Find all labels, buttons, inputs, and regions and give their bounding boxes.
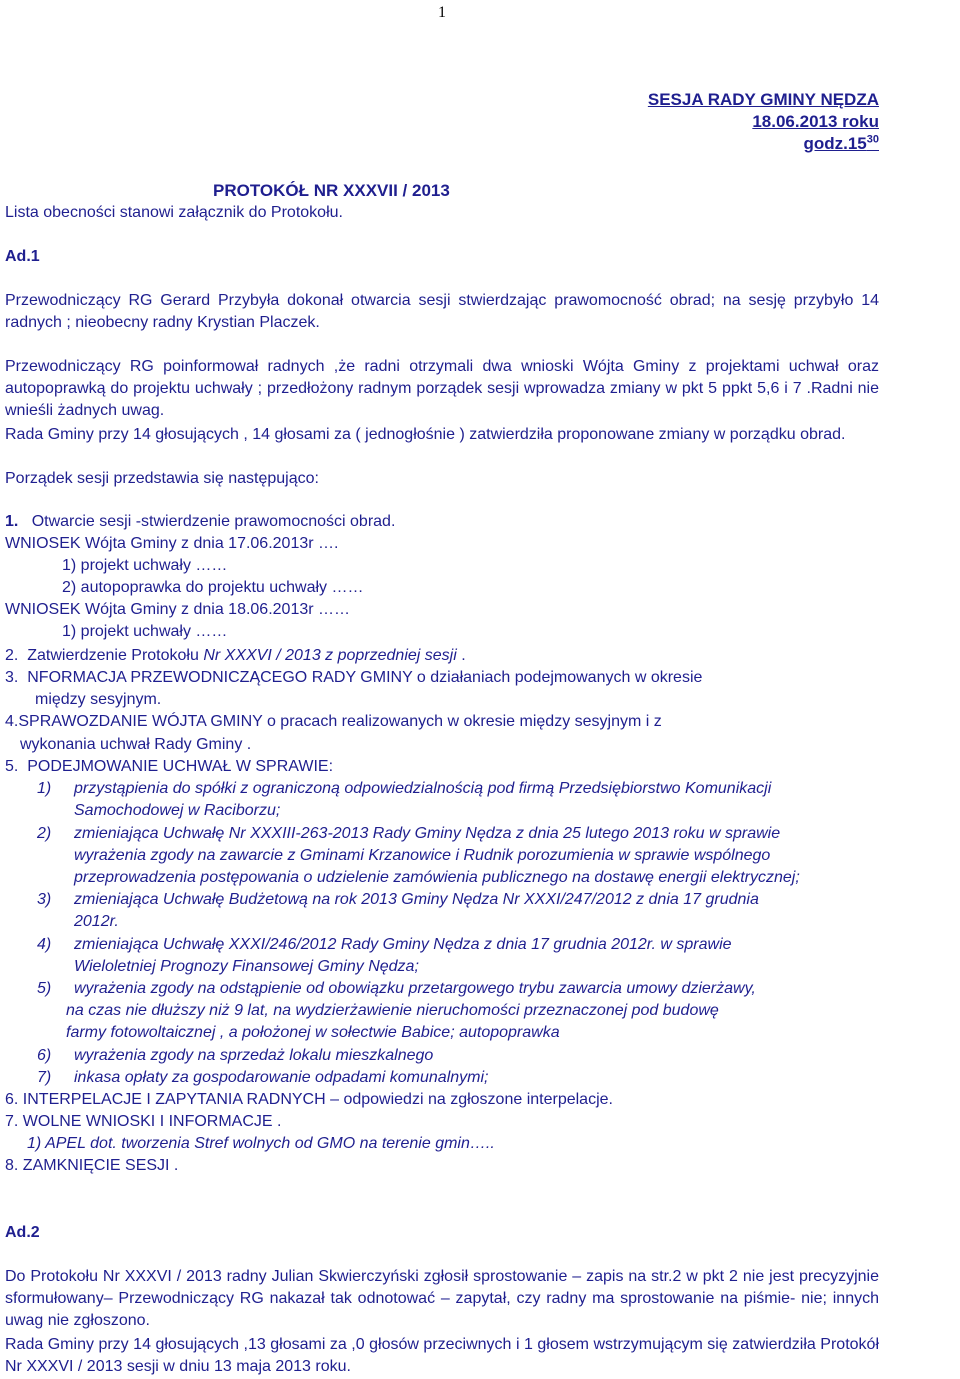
agenda-item-2: 2. Zatwierdzenie Protokołu Nr XXXVI / 2013 z poprzedniej sesji . (5, 647, 466, 664)
subitem-5-line3: farmy fotowoltaicznej , a położonej w sołectwie Babice; autopoprawka (66, 1024, 560, 1041)
attendance-note: Lista obecności stanowi załącznik do Protokołu. (5, 204, 343, 221)
agenda-item-7: 7. WOLNE WNIOSKI I INFORMACJE . (5, 1113, 282, 1130)
ad2-heading: Ad.2 (5, 1224, 40, 1241)
subitem-3-line1: zmieniająca Uchwałę Budżetową na rok 2013 Gminy Nędza Nr XXXI/247/2012 z dnia 17 grudnia (74, 891, 759, 908)
motion-1-draft: 1) projekt uchwały …… (62, 557, 228, 574)
subitem-4-line2: Wieloletniej Prognozy Finansowej Gminy Nędza; (74, 958, 419, 975)
subitem-1-num: 1) (37, 780, 52, 797)
agenda-item-6: 6. INTERPELACJE I ZAPYTANIA RADNYCH – odpowiedzi na zgłoszone interpelacje. (5, 1091, 613, 1108)
subitem-1-line1: przystąpienia do spółki z ograniczoną odpowiedzialnością pod firmą Przedsiębiorstwo Komunikacji (74, 780, 772, 797)
subitem-4-num: 4) (37, 936, 52, 953)
vote-paragraph: Rada Gminy przy 14 głosujących , 14 głosami za ( jednogłośnie ) zatwierdziła proponowane zmiany w porządku obrad. (5, 426, 846, 443)
opening-paragraph: Przewodniczący RG Gerard Przybyła dokonał otwarcia sesji stwierdzając prawomocność obrad; na sesję przybyło 14 radnych ; nieobecny radny Krystian Placzek. (5, 292, 879, 331)
subitem-7-line1: inkasa opłaty za gospodarowanie odpadami komunalnymi; (74, 1069, 489, 1086)
subitem-3-num: 3) (37, 891, 52, 908)
agenda-item-8: 8. ZAMKNIĘCIE SESJI . (5, 1157, 179, 1174)
protocol-title: PROTOKÓŁ NR XXXVII / 2013 (213, 181, 450, 200)
subitem-4-line1: zmieniająca Uchwałę XXXI/246/2012 Rady Gminy Nędza z dnia 17 grudnia 2012r. w sprawie (74, 936, 732, 953)
motion-1: WNIOSEK Wójta Gminy z dnia 17.06.2013r …. (5, 535, 339, 552)
ad1-heading: Ad.1 (5, 248, 40, 265)
subitem-2-line3: przeprowadzenia postępowania o udzielenie zamówienia publicznego na dostawę energii elektrycznej; (74, 869, 800, 886)
agenda-intro: Porządek sesji przedstawia się następująco: (5, 470, 319, 487)
agenda-item-1: 1. Otwarcie sesji -stwierdzenie prawomocności obrad. (5, 513, 396, 530)
motion-1-amendment: 2) autopoprawka do projektu uchwały …… (62, 579, 364, 596)
agenda-item-7-sub: 1) APEL dot. tworzenia Stref wolnych od GMO na terenie gmin….. (27, 1135, 495, 1152)
agenda-item-5: 5. PODEJMOWANIE UCHWAŁ W SPRAWIE: (5, 758, 334, 775)
subitem-5-line1: wyrażenia zgody na odstąpienie od obowiązku przetargowego trybu zawarcia umowy dzierżawy, (74, 980, 756, 997)
agenda-item-3-cont: między sesyjnym. (35, 691, 162, 708)
agenda-item-3: 3. NFORMACJA PRZEWODNICZĄCEGO RADY GMINY o działaniach podejmowanych w okresie (5, 669, 703, 686)
subitem-7-num: 7) (37, 1069, 52, 1086)
subitem-2-line2: wyrażenia zgody na zawarcie z Gminami Krzanowice i Rudnik porozumienia w sprawie wspólnego (74, 847, 771, 864)
agenda-changes-paragraph: Przewodniczący RG poinformował radnych ,że radni otrzymali dwa wnioski Wójta Gminy z projektami uchwał oraz autopoprawką do projektu uchwały ; przedłożony radnym porządek sesji wprowadza zmiany w pkt 5 ppkt 5,6 i 7 .Radni nie wnieśli żadnych uwag. (5, 358, 879, 419)
motion-2-draft: 1) projekt uchwały …… (62, 623, 228, 640)
subitem-5-num: 5) (37, 980, 52, 997)
correction-paragraph: Do Protokołu Nr XXXVI / 2013 radny Julian Skwierczyński zgłosił sprostowanie – zapis na str.2 w pkt 2 nie jest precyzyjnie sformułowany– Przewodniczący RG nakazał tak odnotować – zapytał, czy radny ma sprostowanie na piśmie- nie; innych uwag nie zgłoszono. (5, 1268, 879, 1329)
subitem-6-line1: wyrażenia zgody na sprzedaż lokalu mieszkalnego (74, 1047, 434, 1064)
approval-paragraph: Rada Gminy przy 14 głosujących ,13 głosami za ,0 głosów przeciwnych i 1 głosem wstrzymującym się zatwierdziła Protokół Nr XXXVI / 2013 sesji w dniu 13 maja 2013 roku. (5, 1336, 879, 1375)
session-time: $godz.15^{30}$ (803, 133, 879, 153)
subitem-2-num: 2) (37, 825, 52, 842)
session-title: SESJA RADY GMINY NĘDZA (647, 90, 879, 109)
subitem-6-num: 6) (37, 1047, 52, 1064)
subitem-3-line2: 2012r. (74, 913, 119, 930)
agenda-item-4: 4.SPRAWOZDANIE WÓJTA GMINY o pracach realizowanych w okresie między sesyjnym i z (5, 713, 662, 730)
subitem-1-line2: Samochodowej w Raciborzu; (74, 802, 281, 819)
motion-2: WNIOSEK Wójta Gminy z dnia 18.06.2013r …… (5, 601, 351, 618)
session-date: 18.06.2013 roku (752, 112, 879, 131)
agenda-item-4-cont: wykonania uchwał Rady Gminy . (20, 736, 252, 753)
page-number: 1 (438, 4, 446, 21)
subitem-2-line1: zmieniająca Uchwałę Nr XXXIII-263-2013 Rady Gminy Nędza z dnia 25 lutego 2013 roku w sprawie (74, 825, 781, 842)
subitem-5-line2: na czas nie dłuższy niż 9 lat, na wydzierżawienie nieruchomości przeznaczonej pod budowę (66, 1002, 719, 1019)
